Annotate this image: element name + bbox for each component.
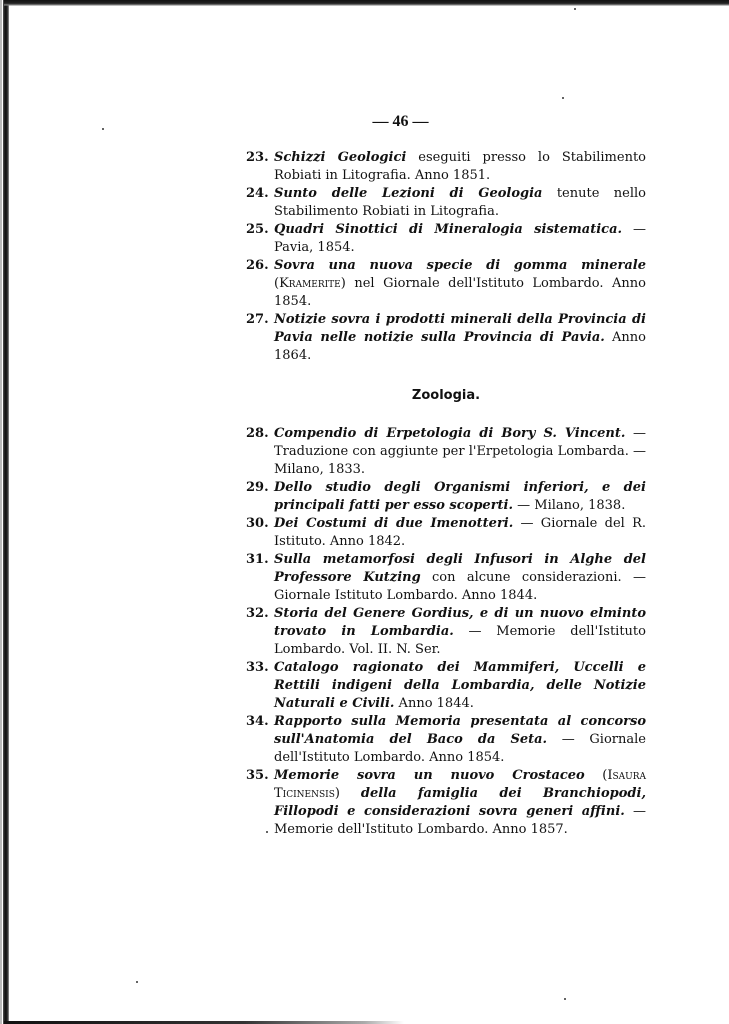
entry-details: ) nel Giornale dell'Istituto Lombardo. Anno 1854. xyxy=(274,276,646,309)
bibliography-entry xyxy=(246,767,646,839)
entry-number: 26. xyxy=(246,258,269,273)
entry-title: Catalogo ragionato dei Mammiferi, Uccelli e Rettili indigeni della Lombardia, delle Notizie Naturali e Civili. xyxy=(274,660,646,711)
entry-species-name: Isaura Ticinensis xyxy=(274,768,646,801)
entry-title: Sunto delle Lezioni di Geologia xyxy=(274,186,543,201)
entry-species-name: Kramerite xyxy=(279,276,341,291)
bibliography-entry xyxy=(246,425,646,479)
scan-speck xyxy=(136,981,138,983)
entry-details: — Pavia, 1854. xyxy=(274,222,646,255)
bibliography-entry xyxy=(246,479,646,515)
entry-title-continued: della famiglia dei Branchiopodi, Fillopodi e considerazioni sovra generi affini. xyxy=(274,786,646,819)
entry-number: 32. xyxy=(246,606,269,621)
page-number: — 46 — xyxy=(372,113,429,130)
entry-number: 29. xyxy=(246,480,269,495)
entry-number: 24. xyxy=(246,186,269,201)
entry-title: Compendio di Erpetologia di Bory S. Vincent. xyxy=(274,426,626,441)
entry-title: Sovra una nuova specie di gomma minerale xyxy=(274,258,646,273)
bibliography-entry xyxy=(246,257,646,311)
entry-number: 35. xyxy=(246,768,269,783)
entry-title: Schizzi Geologici xyxy=(274,150,407,165)
entry-details: Anno 1844. xyxy=(394,696,474,711)
bibliography-list xyxy=(246,149,646,839)
section-heading: Zoologia. xyxy=(411,388,481,403)
entry-details: con alcune considerazioni. — Giornale Istituto Lombardo. Anno 1844. xyxy=(274,570,646,603)
bibliography-entry xyxy=(246,515,646,551)
entry-title: Memorie sovra un nuovo Crostaceo xyxy=(274,768,585,783)
entry-details-prefix: ( xyxy=(584,768,608,783)
entry-title: Dei Costumi di due Imenotteri. xyxy=(274,516,514,531)
entry-title: Rapporto sulla Memoria presentata al concorso sull'Anatomia del Baco da Seta. xyxy=(274,714,646,747)
entry-details: — Memorie dell'Istituto Lombardo. Vol. II. N. Ser. xyxy=(274,624,646,657)
scan-speck xyxy=(564,998,566,1000)
entry-details: — Memorie dell'Istituto Lombardo. Anno 1857. xyxy=(274,804,646,837)
entry-number: 25. xyxy=(246,222,269,237)
entry-number: 23. xyxy=(246,150,269,165)
bibliography-entry xyxy=(246,221,646,257)
entry-details: eseguiti presso lo Stabilimento Robiati in Litografia. Anno 1851. xyxy=(274,150,646,183)
entry-details: tenute nello Stabilimento Robiati in Litografia. xyxy=(274,186,646,219)
page-left-border xyxy=(3,0,9,1024)
entry-details-mid: ) xyxy=(334,786,361,801)
entry-details: — Traduzione con aggiunte per l'Erpetologia Lombarda. — Milano, 1833. xyxy=(274,426,647,477)
entry-number: 28. xyxy=(246,426,269,441)
bibliography-entry xyxy=(246,551,646,605)
entry-title: Dello studio degli Organismi inferiori, e dei principali fatti per esso scoperti. xyxy=(274,480,646,513)
entry-title: Sulla metamorfosi degli Infusori in Alghe del Professore Kutzing xyxy=(274,552,646,585)
bibliography-entry xyxy=(246,605,646,659)
bibliography-entry xyxy=(246,713,646,767)
page-edge-shadow xyxy=(0,0,2,1024)
bibliography-entry xyxy=(246,149,646,185)
bibliography-entry xyxy=(246,185,646,221)
entry-title: Storia del Genere Gordius, e di un nuovo elminto trovato in Lombardia. xyxy=(274,606,646,639)
entry-details: Anno 1864. xyxy=(274,330,646,363)
entry-details: — Milano, 1838. xyxy=(513,498,626,513)
scan-speck xyxy=(574,8,576,10)
entry-details: — Giornale dell'Istituto Lombardo. Anno 1854. xyxy=(274,732,646,765)
bibliography-entry xyxy=(246,311,646,365)
entry-number: 27. xyxy=(246,312,269,327)
bibliography-entry xyxy=(246,659,646,713)
entry-details-prefix: ( xyxy=(274,276,280,291)
scan-speck xyxy=(562,97,564,99)
entry-number: 34. xyxy=(246,714,269,729)
entry-number: 30. xyxy=(246,516,269,531)
page-top-border xyxy=(4,0,729,6)
entry-number: 33. xyxy=(246,660,269,675)
entry-title: Notizie sovra i prodotti minerali della Provincia di Pavia nelle notizie sulla Provincia di Pavia. xyxy=(274,312,646,345)
entry-title: Quadri Sinottici di Mineralogia sistematica. xyxy=(274,222,623,237)
entry-details: — Giornale del R. Istituto. Anno 1842. xyxy=(274,516,646,549)
entry-number: 31. xyxy=(246,552,269,567)
